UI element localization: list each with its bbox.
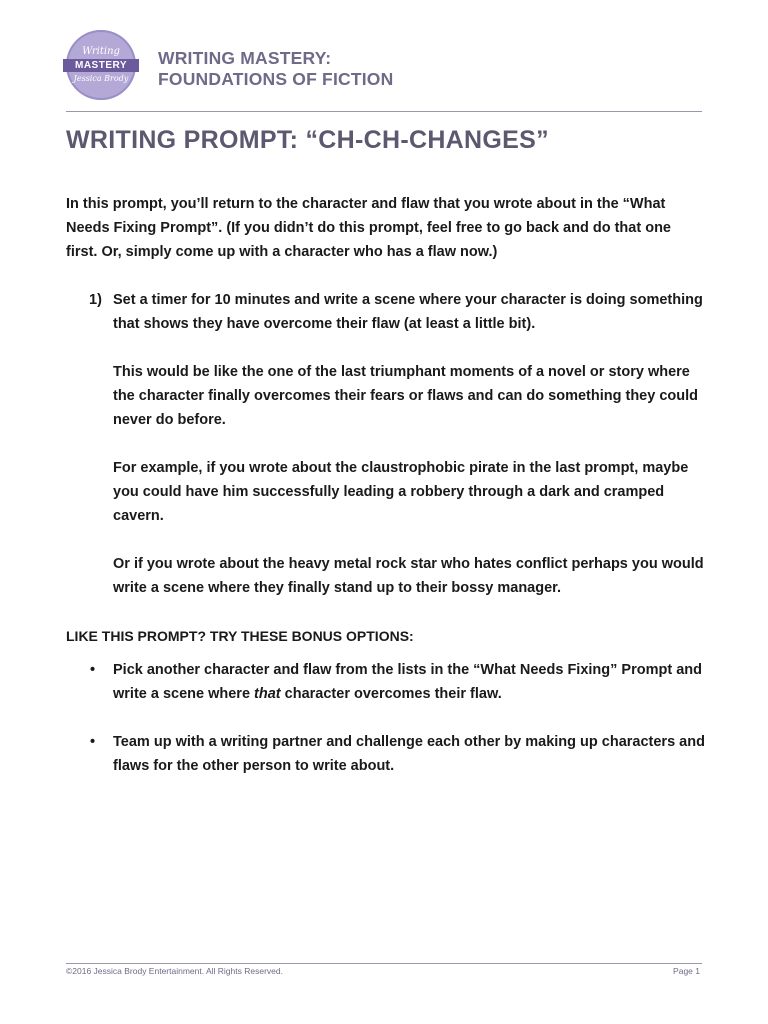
logo-bottom-text: Jessica Brody: [73, 74, 129, 83]
step-paragraph: Or if you wrote about the heavy metal rock star who hates conflict perhaps you would write a scene where they finally stand up to their bossy manager.: [113, 556, 704, 596]
step-number: 1): [89, 292, 102, 308]
logo-top-text: Writing: [82, 46, 120, 57]
bonus-item: [66, 730, 706, 778]
footer-copyright: ©2016 Jessica Brody Entertainment. All Rights Reserved.: [66, 966, 283, 976]
course-title: [158, 48, 393, 90]
logo-band-text: MASTERY: [63, 59, 139, 72]
course-title-line-2: FOUNDATIONS OF FICTION: [158, 69, 394, 89]
numbered-step: [66, 288, 706, 600]
step-paragraph: This would be like the one of the last triumphant moments of a novel or story where the character finally overcomes their fears or flaws and can do something they could never do before.: [113, 364, 698, 428]
bullet-marker: •: [90, 662, 96, 678]
header-divider: [66, 111, 702, 112]
page-title: WRITING PROMPT: “CH-CH-CHANGES”: [66, 126, 549, 154]
bonus-heading: LIKE THIS PROMPT? TRY THESE BONUS OPTIONS:: [66, 628, 414, 644]
footer-divider: [66, 963, 702, 964]
step-paragraph: Set a timer for 10 minutes and write a scene where your character is doing something that shows they have overcome their flaw (at least a little bit).: [113, 292, 703, 332]
bonus-text: Team up with a writing partner and challenge each other by making up characters and flaws for the other person to write about.: [113, 734, 705, 774]
document-body: [66, 192, 706, 778]
bullet-marker: •: [90, 734, 96, 750]
course-logo: [66, 30, 136, 100]
bonus-item: [66, 658, 706, 706]
step-paragraph: For example, if you wrote about the claustrophobic pirate in the last prompt, maybe you could have him successfully leading a robbery through a dark and cramped cavern.: [113, 460, 689, 524]
page-number: Page 1: [673, 966, 700, 976]
bonus-text: Pick another character and flaw from the lists in the “What Needs Fixing” Prompt and write a scene where that character overcomes their flaw.: [113, 662, 702, 702]
intro-paragraph: In this prompt, you’ll return to the character and flaw that you wrote about in the “What Needs Fixing Prompt”. (If you didn’t do this prompt, feel free to go back and do that one first. Or, simply come up with a character who has a flaw now.): [66, 196, 671, 260]
course-title-line-1: WRITING MASTERY:: [158, 48, 332, 68]
